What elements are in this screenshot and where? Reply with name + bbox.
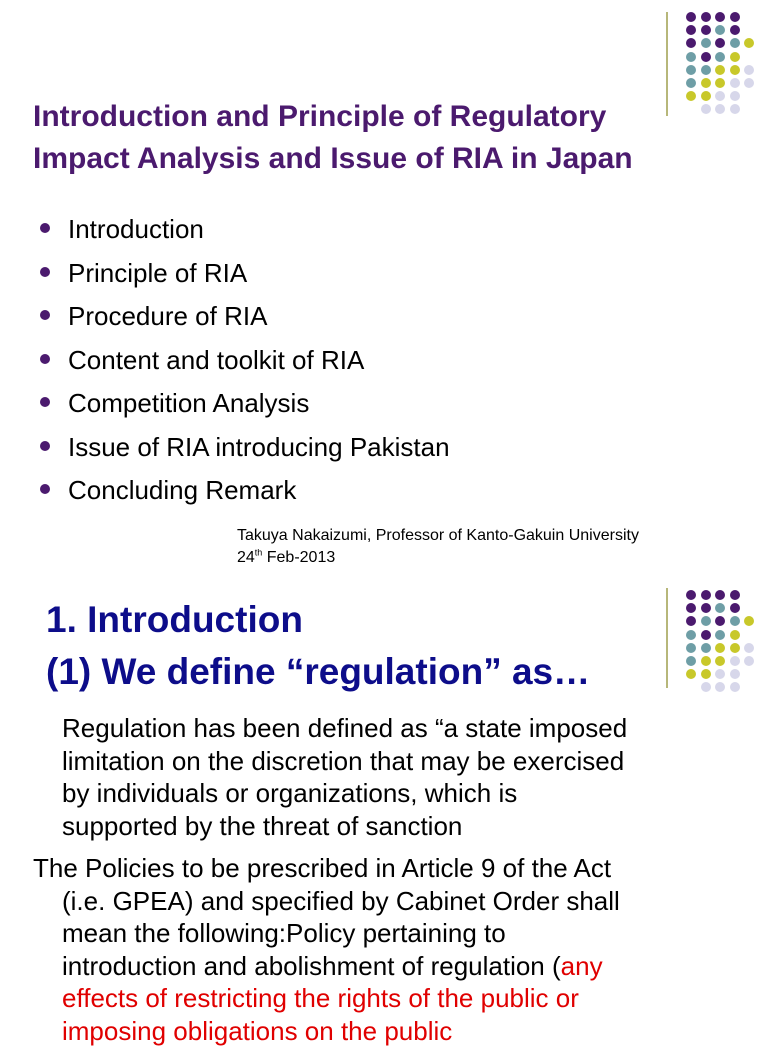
decor-dot xyxy=(730,682,740,692)
decor-dot xyxy=(730,630,740,640)
slide-2-title xyxy=(46,594,590,698)
list-item: Procedure of RIA xyxy=(40,295,450,339)
bullet-dot-icon xyxy=(40,310,50,320)
decor-dot xyxy=(686,669,696,679)
decor-dot xyxy=(715,25,725,35)
decor-dot xyxy=(730,38,740,48)
definition-line: Regulation has been defined as “a state imposed xyxy=(62,712,752,745)
decor-dot xyxy=(715,603,725,613)
bullet-dot-icon xyxy=(40,223,50,233)
decor-dot xyxy=(715,12,725,22)
decor-dot xyxy=(715,616,725,626)
decor-dot xyxy=(744,38,754,48)
decor-dot xyxy=(686,656,696,666)
decor-dot xyxy=(701,603,711,613)
decor-dot xyxy=(730,590,740,600)
decor-dot xyxy=(715,656,725,666)
decor-dot xyxy=(686,65,696,75)
decor-dot xyxy=(730,78,740,88)
policy-line: mean the following:Policy pertaining to xyxy=(33,917,733,950)
decor-dot xyxy=(701,78,711,88)
decor-dot xyxy=(730,65,740,75)
author-name: Takuya Nakaizumi, Professor of Kanto-Gakuin University xyxy=(237,525,639,547)
decor-dot xyxy=(715,38,725,48)
slide-1-title-line-1: Introduction and Principle of Regulatory xyxy=(33,96,733,138)
decor-dot xyxy=(730,616,740,626)
list-item: Introduction xyxy=(40,208,450,252)
list-item: Content and toolkit of RIA xyxy=(40,339,450,383)
definition-line: limitation on the discretion that may be exercised xyxy=(62,745,752,778)
author-block xyxy=(237,525,639,569)
decor-dot xyxy=(686,38,696,48)
decor-dot xyxy=(701,630,711,640)
decor-dot xyxy=(744,656,754,666)
decor-dot xyxy=(715,52,725,62)
decor-dot xyxy=(701,669,711,679)
decor-dot xyxy=(744,78,754,88)
bullet-dot-icon xyxy=(40,354,50,364)
decor-dot xyxy=(730,656,740,666)
policy-line: introduction and abolishment of regulation (any xyxy=(33,950,733,983)
decor-dot xyxy=(730,669,740,679)
agenda-list xyxy=(40,208,450,513)
decor-dot xyxy=(686,590,696,600)
slide-2-title-line-2: (1) We define “regulation” as… xyxy=(46,646,590,698)
decor-dot xyxy=(730,52,740,62)
decor-dot xyxy=(744,616,754,626)
decor-dot xyxy=(744,643,754,653)
decor-dot xyxy=(730,25,740,35)
decor-dot xyxy=(686,78,696,88)
decor-dot xyxy=(715,630,725,640)
highlight-text: any xyxy=(561,951,603,981)
bullet-dot-icon xyxy=(40,441,50,451)
decor-dot xyxy=(701,65,711,75)
bullet-dot-icon xyxy=(40,267,50,277)
decor-dot xyxy=(701,12,711,22)
slide-1-title xyxy=(33,96,733,180)
list-item: Issue of RIA introducing Pakistan xyxy=(40,426,450,470)
decor-dot xyxy=(744,65,754,75)
slide-1-title-line-2: Impact Analysis and Issue of RIA in Japan xyxy=(33,138,733,180)
decor-dot xyxy=(715,643,725,653)
decor-dot xyxy=(701,590,711,600)
presentation-date: 24th Feb-2013 xyxy=(237,547,639,569)
list-item: Competition Analysis xyxy=(40,382,450,426)
decor-dot xyxy=(715,669,725,679)
policy-line: The Policies to be prescribed in Article 9 of the Act xyxy=(33,852,733,885)
decor-vertical-line xyxy=(666,588,668,688)
decor-dot xyxy=(715,65,725,75)
decor-dot xyxy=(715,590,725,600)
decor-dot xyxy=(730,643,740,653)
decor-dot xyxy=(701,656,711,666)
decor-dot xyxy=(686,616,696,626)
slide-2-title-line-1: 1. Introduction xyxy=(46,594,590,646)
regulation-definition xyxy=(62,712,752,842)
decor-dot xyxy=(730,12,740,22)
decor-dot xyxy=(701,52,711,62)
slide-2 xyxy=(0,576,768,1024)
decor-dot xyxy=(686,603,696,613)
decor-dot xyxy=(701,25,711,35)
list-item: Principle of RIA xyxy=(40,252,450,296)
decor-dot xyxy=(701,682,711,692)
decor-dot xyxy=(701,643,711,653)
decor-dot xyxy=(686,12,696,22)
definition-line: by individuals or organizations, which is xyxy=(62,777,752,810)
decor-dot xyxy=(686,630,696,640)
decor-dot xyxy=(701,616,711,626)
policy-line: (i.e. GPEA) and specified by Cabinet Order shall xyxy=(33,885,733,918)
gpea-policy-text xyxy=(33,852,733,1047)
bullet-dot-icon xyxy=(40,397,50,407)
list-item: Concluding Remark xyxy=(40,469,450,513)
definition-line: supported by the threat of sanction xyxy=(62,810,752,843)
highlight-text: effects of restricting the rights of the public or xyxy=(33,982,733,1015)
decor-dot xyxy=(686,25,696,35)
bullet-dot-icon xyxy=(40,484,50,494)
decor-dot xyxy=(715,78,725,88)
decor-dot xyxy=(715,682,725,692)
decor-dot xyxy=(686,643,696,653)
decor-dot xyxy=(730,603,740,613)
highlight-text: imposing obligations on the public xyxy=(33,1015,733,1047)
decor-dot xyxy=(701,38,711,48)
decor-dot xyxy=(686,52,696,62)
